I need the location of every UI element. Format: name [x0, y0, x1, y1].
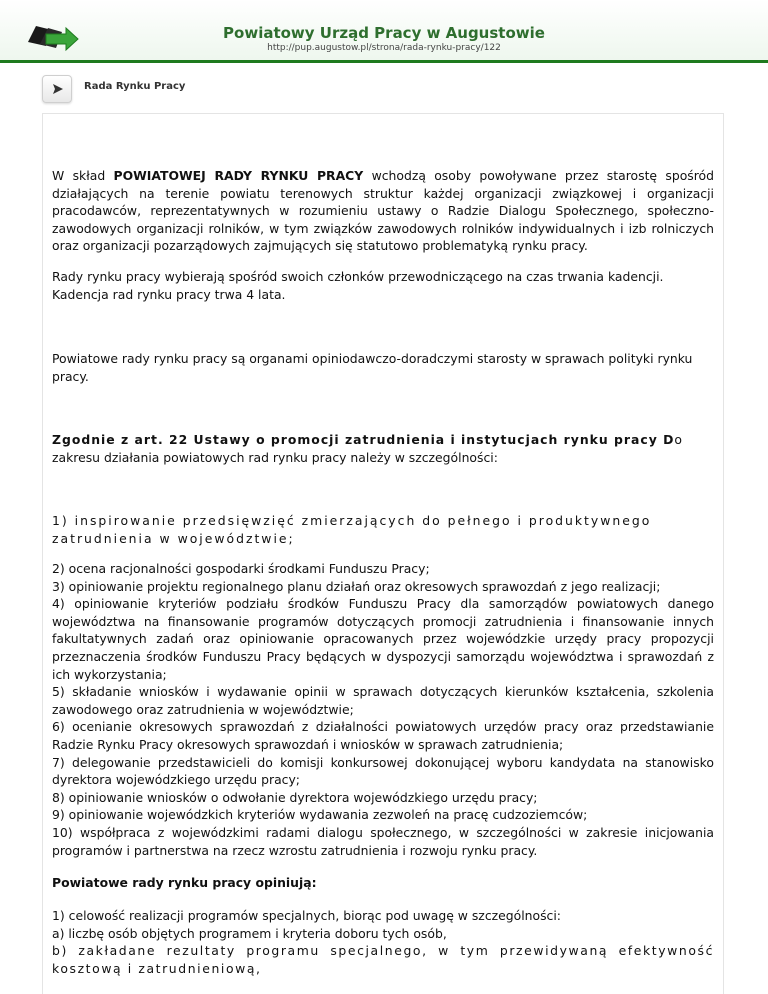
- page-title: Rada Rynku Pracy: [84, 81, 186, 92]
- list-item: 8) opiniowanie wniosków o odwołanie dyrektora wojewódzkiego urzędu pracy;: [52, 789, 538, 805]
- list-item-1: 1) inspirowanie przedsięwzięć zmierzających do pełnego i produktywnego zatrudnienia w województwie;: [52, 513, 652, 546]
- list-item: 6) ocenianie okresowych sprawozdań z działalności powiatowych urzędów pracy oraz przedstawianie Radzie Rynku Pracy okresowych sprawozdań i wniosków w sprawach zatrudnienia;: [52, 719, 714, 752]
- page-arrow-button[interactable]: [42, 75, 72, 103]
- list-item: 3) opiniowanie projektu regionalnego planu działań oraz okresowych sprawozdań z jego realizacji;: [52, 578, 661, 594]
- list-item: b) zakładane rezultaty programu specjalnego, w tym przewidywaną efektywność kosztową i zatrudnieniową,: [52, 943, 714, 976]
- list-item: 1) celowość realizacji programów specjalnych, biorąc pod uwagę w szczególności:: [52, 908, 561, 923]
- list-item: 2) ocena racjonalności gospodarki środkami Funduszu Pracy;: [52, 561, 430, 576]
- list-item: 10) współpraca z wojewódzkimi radami dialogu społecznego, w szczególności w zakresie inicjowania programów i partnerstwa na rzecz wzrostu zatrudnienia i rozwoju rynku pracy.: [52, 824, 714, 858]
- site-header: [0, 0, 768, 63]
- list-item: a) liczbę osób objętych programem i kryteria doboru tych osób,: [52, 925, 447, 941]
- paragraph-composition: W skład POWIATOWEJ RADY RYNKU PRACY wchodzą osoby powoływane przez starostę spośród działających na terenie powiatu terenowych struktur każdej organizacji związkowej i organizacji pracodawców, reprezentatywnych w rozumieniu ustawy o Radzie Dialogu Społecznego, społeczno-zawodowych organizacji rolników, w tym związków zawodowych rolników indywidualnych i izb rolniczych oraz organizacji pozarządowych zajmujących się statutowo problematyką rynku pracy.: [52, 168, 714, 254]
- list-item: 7) delegowanie przedstawicieli do komisji konkursowej dokonującej wyboru kandydata na stanowisko dyrektora wojewódzkiego urzędu pracy;: [52, 754, 714, 788]
- list-item: 4) opiniowanie kryteriów podziału środków Funduszu Pracy dla samorządów powiatowych danego województwa na finansowanie programów dotyczących promocji zatrudnienia i finansowanie innych fakultatywnych zadań oraz opiniowanie opracowanych przez wojewódzkie urzędy pracy propozycji przeznaczenia środków Funduszu Pracy będących w dyspozycji samorządu województwa i sprawozdań z ich wykorzystania;: [52, 596, 714, 682]
- list-item: 9) opiniowanie wojewódzkich kryteriów wydawania zezwoleń na pracę cudzoziemców;: [52, 807, 588, 823]
- paragraph-article-22: Zgodnie z art. 22 Ustawy o promocji zatrudnienia i instytucjach rynku pracy Do zakresu działania powiatowych rad rynku pracy należy w szczególności:: [52, 432, 683, 465]
- paragraph-role: Powiatowe rady rynku pracy są organami opiniodawczo-doradczymi starosty w sprawach polityki rynku pracy.: [52, 351, 693, 384]
- opinions-list: [52, 907, 714, 977]
- paragraph-chairman: Rady rynku pracy wybierają spośród swoich członków przewodniczącego na czas trwania kadencji. Kadencja rad rynku pracy trwa 4 lata.: [52, 269, 664, 302]
- site-title: Powiatowy Urząd Pracy w Augustowie: [223, 24, 545, 42]
- page-url[interactable]: http://pup.augustow.pl/strona/rada-rynku-pracy/122: [267, 43, 501, 53]
- section-heading: Powiatowe rady rynku pracy opiniują:: [52, 875, 317, 890]
- duties-list: [52, 560, 714, 859]
- list-item: 5) składanie wniosków i wydawanie opinii w sprawach dotyczących kierunków kształcenia, szkolenia zawodowego oraz zatrudnienia w województwie;: [52, 684, 714, 717]
- arrow-right-icon: [52, 83, 64, 95]
